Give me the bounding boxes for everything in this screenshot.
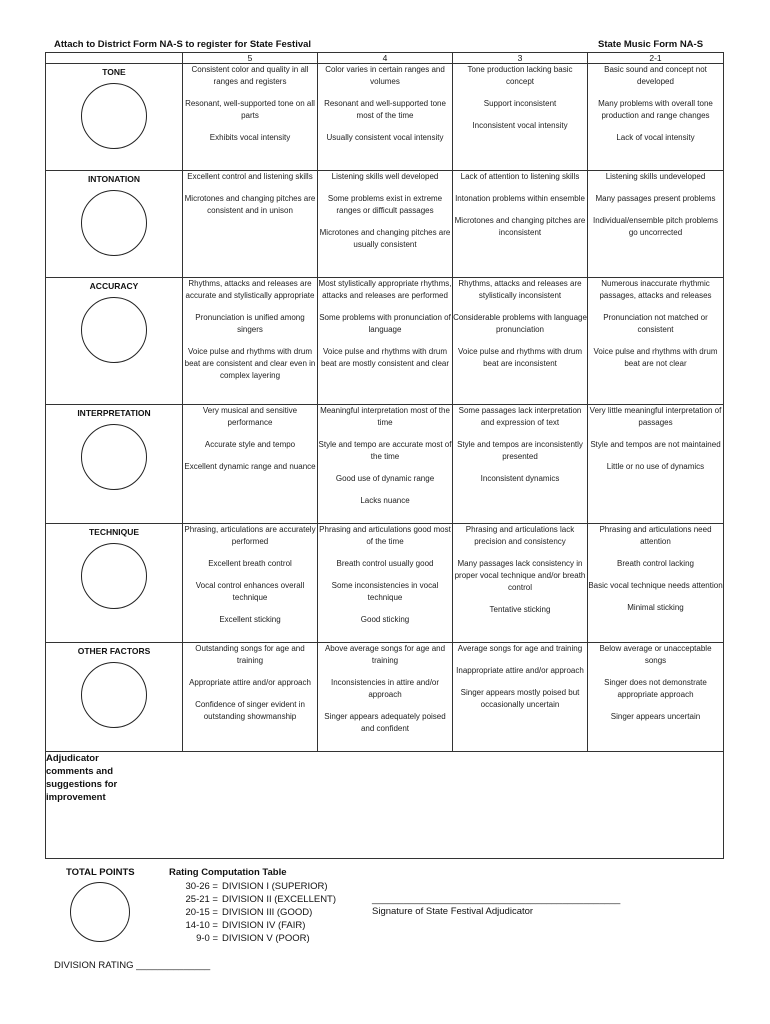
criteria-text: Little or no use of dynamics (606, 462, 705, 471)
category-row (46, 278, 724, 405)
criteria-cell (453, 64, 588, 171)
rating-row (160, 880, 336, 893)
rating-range: 30-26 = (185, 881, 218, 892)
form-header-right: State Music Form NA-S (598, 39, 704, 50)
criteria-text: Very little meaningful interpretation of passages (589, 406, 722, 427)
criteria-text: Excellent dynamic range and nuance (184, 462, 316, 471)
category-row (46, 171, 724, 278)
criteria-text: Numerous inaccurate rhythmic passages, attacks and releases (599, 279, 712, 300)
category-name: INTERPRETATION (77, 408, 151, 418)
criteria-text: Breath control usually good (336, 559, 434, 568)
criteria-text: Microtones and changing pitches are inconsistent (454, 216, 586, 237)
criteria-cell (453, 524, 588, 643)
rating-range: 14-10 = (185, 920, 218, 931)
criteria-cell (588, 524, 724, 643)
category-cell (46, 171, 183, 278)
criteria-text: Listening skills well developed (331, 172, 439, 181)
criteria-text: Resonant and well-supported tone most of the time (324, 99, 446, 120)
rating-row (160, 906, 336, 919)
score-header: 4 (318, 53, 453, 64)
total-points-circle[interactable] (70, 882, 130, 942)
criteria-text: Basic vocal technique needs attention (588, 581, 723, 590)
criteria-text: Excellent breath control (208, 559, 292, 568)
criteria-text: Voice pulse and rhythms with drum beat are not clear (593, 347, 718, 368)
criteria-cell (588, 405, 724, 524)
criteria-text: Lacks nuance (360, 496, 410, 505)
criteria-cell (183, 278, 318, 405)
criteria-text: Inappropriate attire and/or approach (456, 666, 584, 675)
criteria-text: Voice pulse and rhythms with drum beat are inconsistent (457, 347, 583, 368)
category-name: INTONATION (87, 174, 141, 184)
criteria-cell (588, 278, 724, 405)
criteria-text: Tentative sticking (489, 605, 551, 614)
criteria-text: Voice pulse and rhythms with drum beat are mostly consistent and clear (320, 347, 450, 368)
criteria-cell (183, 171, 318, 278)
rating-table (160, 880, 336, 945)
signature-label: Signature of State Festival Adjudicator (372, 906, 534, 917)
rubric-table (45, 52, 724, 859)
criteria-text: Excellent sticking (219, 615, 281, 624)
category-row (46, 64, 724, 171)
category-cell (46, 278, 183, 405)
category-row (46, 405, 724, 524)
rating-row (160, 932, 336, 945)
criteria-text: Exhibits vocal intensity (209, 133, 291, 142)
criteria-cell (453, 171, 588, 278)
rating-division: DIVISION IV (FAIR) (222, 920, 306, 931)
criteria-text: Microtones and changing pitches are consistent and in unison (184, 194, 316, 215)
division-rating[interactable]: DIVISION RATING ______________ (54, 960, 211, 971)
criteria-text: Microtones and changing pitches are usually consistent (319, 228, 451, 249)
criteria-text: Some passages lack interpretation and expression of text (458, 406, 582, 427)
criteria-text: Above average songs for age and training (324, 644, 446, 665)
criteria-text: Phrasing and articulations lack precision and consistency (465, 525, 575, 546)
adjudicator-label: Adjudicator comments and suggestions for improvement (46, 753, 118, 803)
criteria-text: Tone production lacking basic concept (467, 65, 573, 86)
rating-division: DIVISION I (SUPERIOR) (222, 881, 328, 892)
criteria-cell (318, 643, 453, 752)
criteria-cell (318, 64, 453, 171)
criteria-text: Lack of vocal intensity (616, 133, 695, 142)
category-row (46, 643, 724, 752)
criteria-text: Listening skills undeveloped (605, 172, 706, 181)
criteria-text: Appropriate attire and/or approach (189, 678, 311, 687)
rating-row (160, 893, 336, 906)
criteria-text: Rhythms, attacks and releases are stylistically inconsistent (458, 279, 582, 300)
criteria-cell (318, 524, 453, 643)
rating-division: DIVISION III (GOOD) (222, 907, 313, 918)
criteria-text: Very musical and sensitive performance (202, 406, 298, 427)
criteria-text: Singer appears adequately poised and confident (324, 712, 446, 733)
criteria-cell (453, 405, 588, 524)
criteria-text: Phrasing and articulations need attention (599, 525, 712, 546)
criteria-cell (588, 171, 724, 278)
criteria-text: Good use of dynamic range (335, 474, 435, 483)
criteria-text: Style and tempo are accurate most of the time (318, 440, 452, 461)
criteria-cell (183, 64, 318, 171)
criteria-text: Support inconsistent (483, 99, 557, 108)
criteria-text: Style and tempos are not maintained (590, 440, 721, 449)
criteria-text: Phrasing and articulations good most of the time (319, 525, 451, 546)
criteria-text: Some problems with pronunciation of language (319, 313, 451, 334)
score-circle[interactable] (81, 543, 147, 609)
score-circle[interactable] (81, 424, 147, 490)
criteria-text: Basic sound and concept not developed (604, 65, 707, 86)
criteria-text: Accurate style and tempo (204, 440, 296, 449)
category-cell (46, 643, 183, 752)
adjudicator-comments-area[interactable] (46, 752, 724, 859)
total-points-label: TOTAL POINTS (66, 867, 135, 878)
category-name: ACCURACY (89, 281, 139, 291)
rating-row (160, 919, 336, 932)
rating-division: DIVISION V (POOR) (222, 933, 310, 944)
score-header-row (46, 53, 724, 64)
criteria-text: Some problems exist in extreme ranges or difficult passages (327, 194, 443, 215)
rating-range: 25-21 = (185, 894, 218, 905)
criteria-text: Considerable problems with language pronunciation (453, 313, 587, 334)
criteria-text: Many passages lack consistency in proper vocal technique and/or breath control (454, 559, 586, 592)
criteria-text: Lack of attention to listening skills (460, 172, 580, 181)
criteria-text: Inconsistencies in attire and/or approach (330, 678, 440, 699)
criteria-text: Some inconsistencies in vocal technique (331, 581, 439, 602)
criteria-cell (183, 405, 318, 524)
criteria-cell (318, 171, 453, 278)
form-header-left: Attach to District Form NA-S to register for State Festival (54, 39, 312, 50)
criteria-text: Individual/ensemble pitch problems go uncorrected (593, 216, 718, 237)
criteria-text: Rhythms, attacks and releases are accurate and stylistically appropriate (185, 279, 315, 300)
criteria-text: Voice pulse and rhythms with drum beat are consistent and clear even in complex layering (184, 347, 316, 380)
criteria-text: Many passages present problems (595, 194, 716, 203)
criteria-text: Pronunciation is unified among singers (195, 313, 305, 334)
criteria-text: Singer appears uncertain (610, 712, 701, 721)
category-name: TECHNIQUE (88, 527, 140, 537)
category-name: TONE (102, 67, 126, 77)
criteria-text: Vocal control enhances overall technique (195, 581, 305, 602)
criteria-cell (588, 64, 724, 171)
criteria-text: Meaningful interpretation most of the time (320, 406, 450, 427)
criteria-text: Consistent color and quality in all ranges and registers (191, 65, 309, 86)
criteria-text: Inconsistent vocal intensity (472, 121, 568, 130)
score-header: 5 (183, 53, 318, 64)
criteria-text: Inconsistent dynamics (480, 474, 560, 483)
category-cell (46, 405, 183, 524)
criteria-cell (453, 643, 588, 752)
rating-table-title: Rating Computation Table (169, 867, 287, 878)
criteria-text: Average songs for age and training (457, 644, 583, 653)
criteria-text: Good sticking (360, 615, 410, 624)
criteria-text: Phrasing, articulations are accurately performed (184, 525, 316, 546)
criteria-cell (183, 643, 318, 752)
rating-range: 9-0 = (196, 933, 218, 944)
score-circle[interactable] (81, 83, 147, 149)
criteria-cell (318, 405, 453, 524)
blank-header-cell (46, 53, 183, 64)
criteria-cell (183, 524, 318, 643)
rating-range: 20-15 = (185, 907, 218, 918)
criteria-cell (318, 278, 453, 405)
criteria-text: Outstanding songs for age and training (195, 644, 305, 665)
adjudicator-row (46, 752, 724, 859)
criteria-text: Confidence of singer evident in outstanding showmanship (195, 700, 305, 721)
score-circle[interactable] (81, 190, 147, 256)
score-circle[interactable] (81, 297, 147, 363)
criteria-text: Intonation problems within ensemble (455, 194, 585, 203)
criteria-text: Many problems with overall tone production and range changes (598, 99, 713, 120)
criteria-text: Pronunciation not matched or consistent (603, 313, 708, 334)
criteria-text: Breath control lacking (617, 559, 694, 568)
category-cell (46, 64, 183, 171)
criteria-text: Below average or unacceptable songs (599, 644, 712, 665)
criteria-text: Minimal sticking (627, 603, 684, 612)
criteria-text: Resonant, well-supported tone on all parts (185, 99, 315, 120)
category-name: OTHER FACTORS (77, 646, 151, 656)
score-header: 2-1 (588, 53, 724, 64)
criteria-text: Color varies in certain ranges and volumes (325, 65, 445, 86)
criteria-text: Style and tempos are inconsistently presented (457, 440, 583, 461)
criteria-text: Excellent control and listening skills (187, 172, 313, 181)
criteria-text: Singer does not demonstrate appropriate approach (604, 678, 707, 699)
criteria-text: Usually consistent vocal intensity (326, 133, 444, 142)
criteria-text: Singer appears mostly poised but occasionally uncertain (460, 688, 580, 709)
rating-division: DIVISION II (EXCELLENT) (222, 894, 337, 905)
criteria-cell (588, 643, 724, 752)
category-row (46, 524, 724, 643)
score-header: 3 (453, 53, 588, 64)
criteria-text: Most stylistically appropriate rhythms, attacks and releases are performed (318, 279, 452, 300)
criteria-cell (453, 278, 588, 405)
signature-line[interactable]: _______________________________________________ (372, 894, 621, 905)
score-circle[interactable] (81, 662, 147, 728)
category-cell (46, 524, 183, 643)
